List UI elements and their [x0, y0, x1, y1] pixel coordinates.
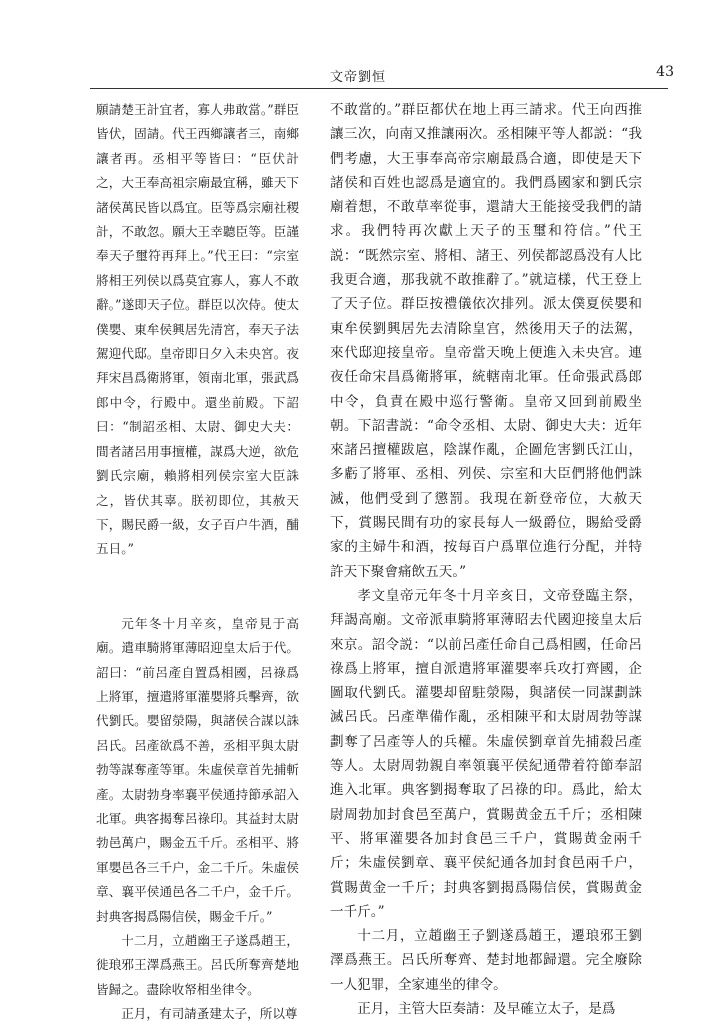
classical-text-column	[96, 98, 299, 1027]
classical-paragraph-4: 正月，有司請蚤建太子，所以尊	[121, 1006, 298, 1022]
running-head: 文帝劉恒	[329, 70, 386, 85]
translation-text-column	[330, 98, 642, 1021]
classical-paragraph-2: 元年冬十月辛亥，皇帝見于高廟。遣車騎將軍薄昭迎皇太后于代。詔曰：“前呂產自置爲相國，呂祿爲上將軍，擅遣將軍灌嬰將兵擊齊，欲代劉氏。嬰留滎陽，與諸侯合謀以誅呂氏。呂產欲爲不善，丞相平與太尉勃等謀奪產等軍。朱虛侯章首先捕斬產。太尉勃身率襄平侯通持節承詔入北軍。典客揭奪呂祿印。其益封太尉勃邑萬户，賜金五千斤。丞相平、將軍嬰邑各三千户，金二千斤。朱虛侯章、襄平侯通邑各二千户，金千斤。封典客揭爲陽信侯，賜金千斤。”	[96, 615, 299, 924]
translation-paragraph-1: 不敢當的。”群臣都伏在地上再三請求。代王向西推讓三次，向南又推讓兩次。丞相陳平等人都説：“我們考慮，大王事奉高帝宗廟最爲合適，即使是天下諸侯和百姓也認爲是適宜的。我們爲國家和劉氏宗廟着想，不敢草率從事，還請大王能接受我們的請求。我們特再次獻上天子的玉璽和符信。”代王説：“既然宗室、將相、諸王、列侯都認爲没有人比我更合適，那我就不敢推辭了。”就這樣，代王登上了天子位。群臣按禮儀依次排列。派太僕夏侯嬰和東牟侯劉興居先去清除皇宫，然後用天子的法駕，來代邸迎接皇帝。皇帝當天晚上便進入未央宫。連夜任命宋昌爲衛將軍，統轄南北軍。任命張武爲郎中令，負責在殿中巡行警衛。皇帝又回到前殿坐朝。下詔書説：“命令丞相、太尉、御史大夫：近年來諸呂擅權跋扈，陰謀作亂，企圖危害劉氏江山，多虧了將軍、丞相、列侯、宗室和大臣們將他們誅滅，他們受到了懲罰。我現在新登帝位，大赦天下，賞賜民間有功的家長每人一級爵位，賜給受爵家的主婦牛和酒，按每百户爲單位進行分配，并特許天下聚會痛飲五天。”	[330, 102, 642, 580]
classical-paragraph-3: 十二月，立趙幽王子遂爲趙王，徙琅邪王澤爲燕王。呂氏所奪齊楚地皆歸之。盡除收帑相坐律令。	[96, 933, 299, 997]
translation-paragraph-2: 孝文皇帝元年冬十月辛亥日，文帝登臨主祭，拜謁高廟。文帝派車騎將軍薄昭去代國迎接皇太后來京。詔令説：“以前呂產任命自己爲相國，任命呂祿爲上將軍，擅自派遣將軍灌嬰率兵攻打齊國，企圖取代劉氏。灌嬰却留駐滎陽，與諸侯一同謀劃誅滅呂氏。呂產準備作亂，丞相陳平和太尉周勃等謀劃奪了呂產等人的兵權。朱虛侯劉章首先捕殺呂產等人。太尉周勃親自率領襄平侯紀通帶着符節奉詔進入北軍。典客劉揭奪取了呂祿的印。爲此，給太尉周勃加封食邑至萬户，賞賜黄金五千斤；丞相陳平、將軍灌嬰各加封食邑三千户，賞賜黄金兩千斤；朱虛侯劉章、襄平侯紀通各加封食邑兩千户，賞賜黄金一千斤；封典客劉揭爲陽信侯，賞賜黄金一千斤。”	[330, 587, 642, 920]
header-rule	[90, 88, 668, 89]
translation-paragraph-3: 十二月，立趙幽王子劉遂爲趙王，遷琅邪王劉澤爲燕王。呂氏所奪齊、楚封地都歸還。完全廢除一人犯罪，全家連坐的律令。	[330, 928, 642, 993]
page-number: 43	[656, 64, 674, 80]
translation-paragraph-4: 正月，主管大臣奏請：及早確立太子，是爲	[357, 1000, 616, 1017]
classical-paragraph-1: 願請楚王計宜者，寡人弗敢當。”群臣皆伏，固請。代王西鄉讓者三，南鄉讓者再。丞相平等皆曰：“臣伏計之，大王奉高祖宗廟最宜稱，雖天下諸侯萬民皆以爲宜。臣等爲宗廟社稷計，不敢忽。願大王幸聽臣等。臣謹奉天子璽符再拜上。”代王曰：“宗室將相王列侯以爲莫宜寡人，寡人不敢辭。”遂即天子位。群臣以次侍。使太僕嬰、東牟侯興居先清宮，奉天子法駕迎代邸。皇帝即日夕入未央宮。夜拜宋昌爲衛將軍，領南北軍，張武爲郎中令，行殿中。還坐前殿。下詔曰：“制詔丞相、太尉、御史大夫：間者諸呂用事擅權，謀爲大逆，欲危劉氏宗廟，賴將相列侯宗室大臣誅之，皆伏其辜。朕初即位，其赦天下，賜民爵一級，女子百户牛酒，酺五日。”	[96, 102, 299, 557]
